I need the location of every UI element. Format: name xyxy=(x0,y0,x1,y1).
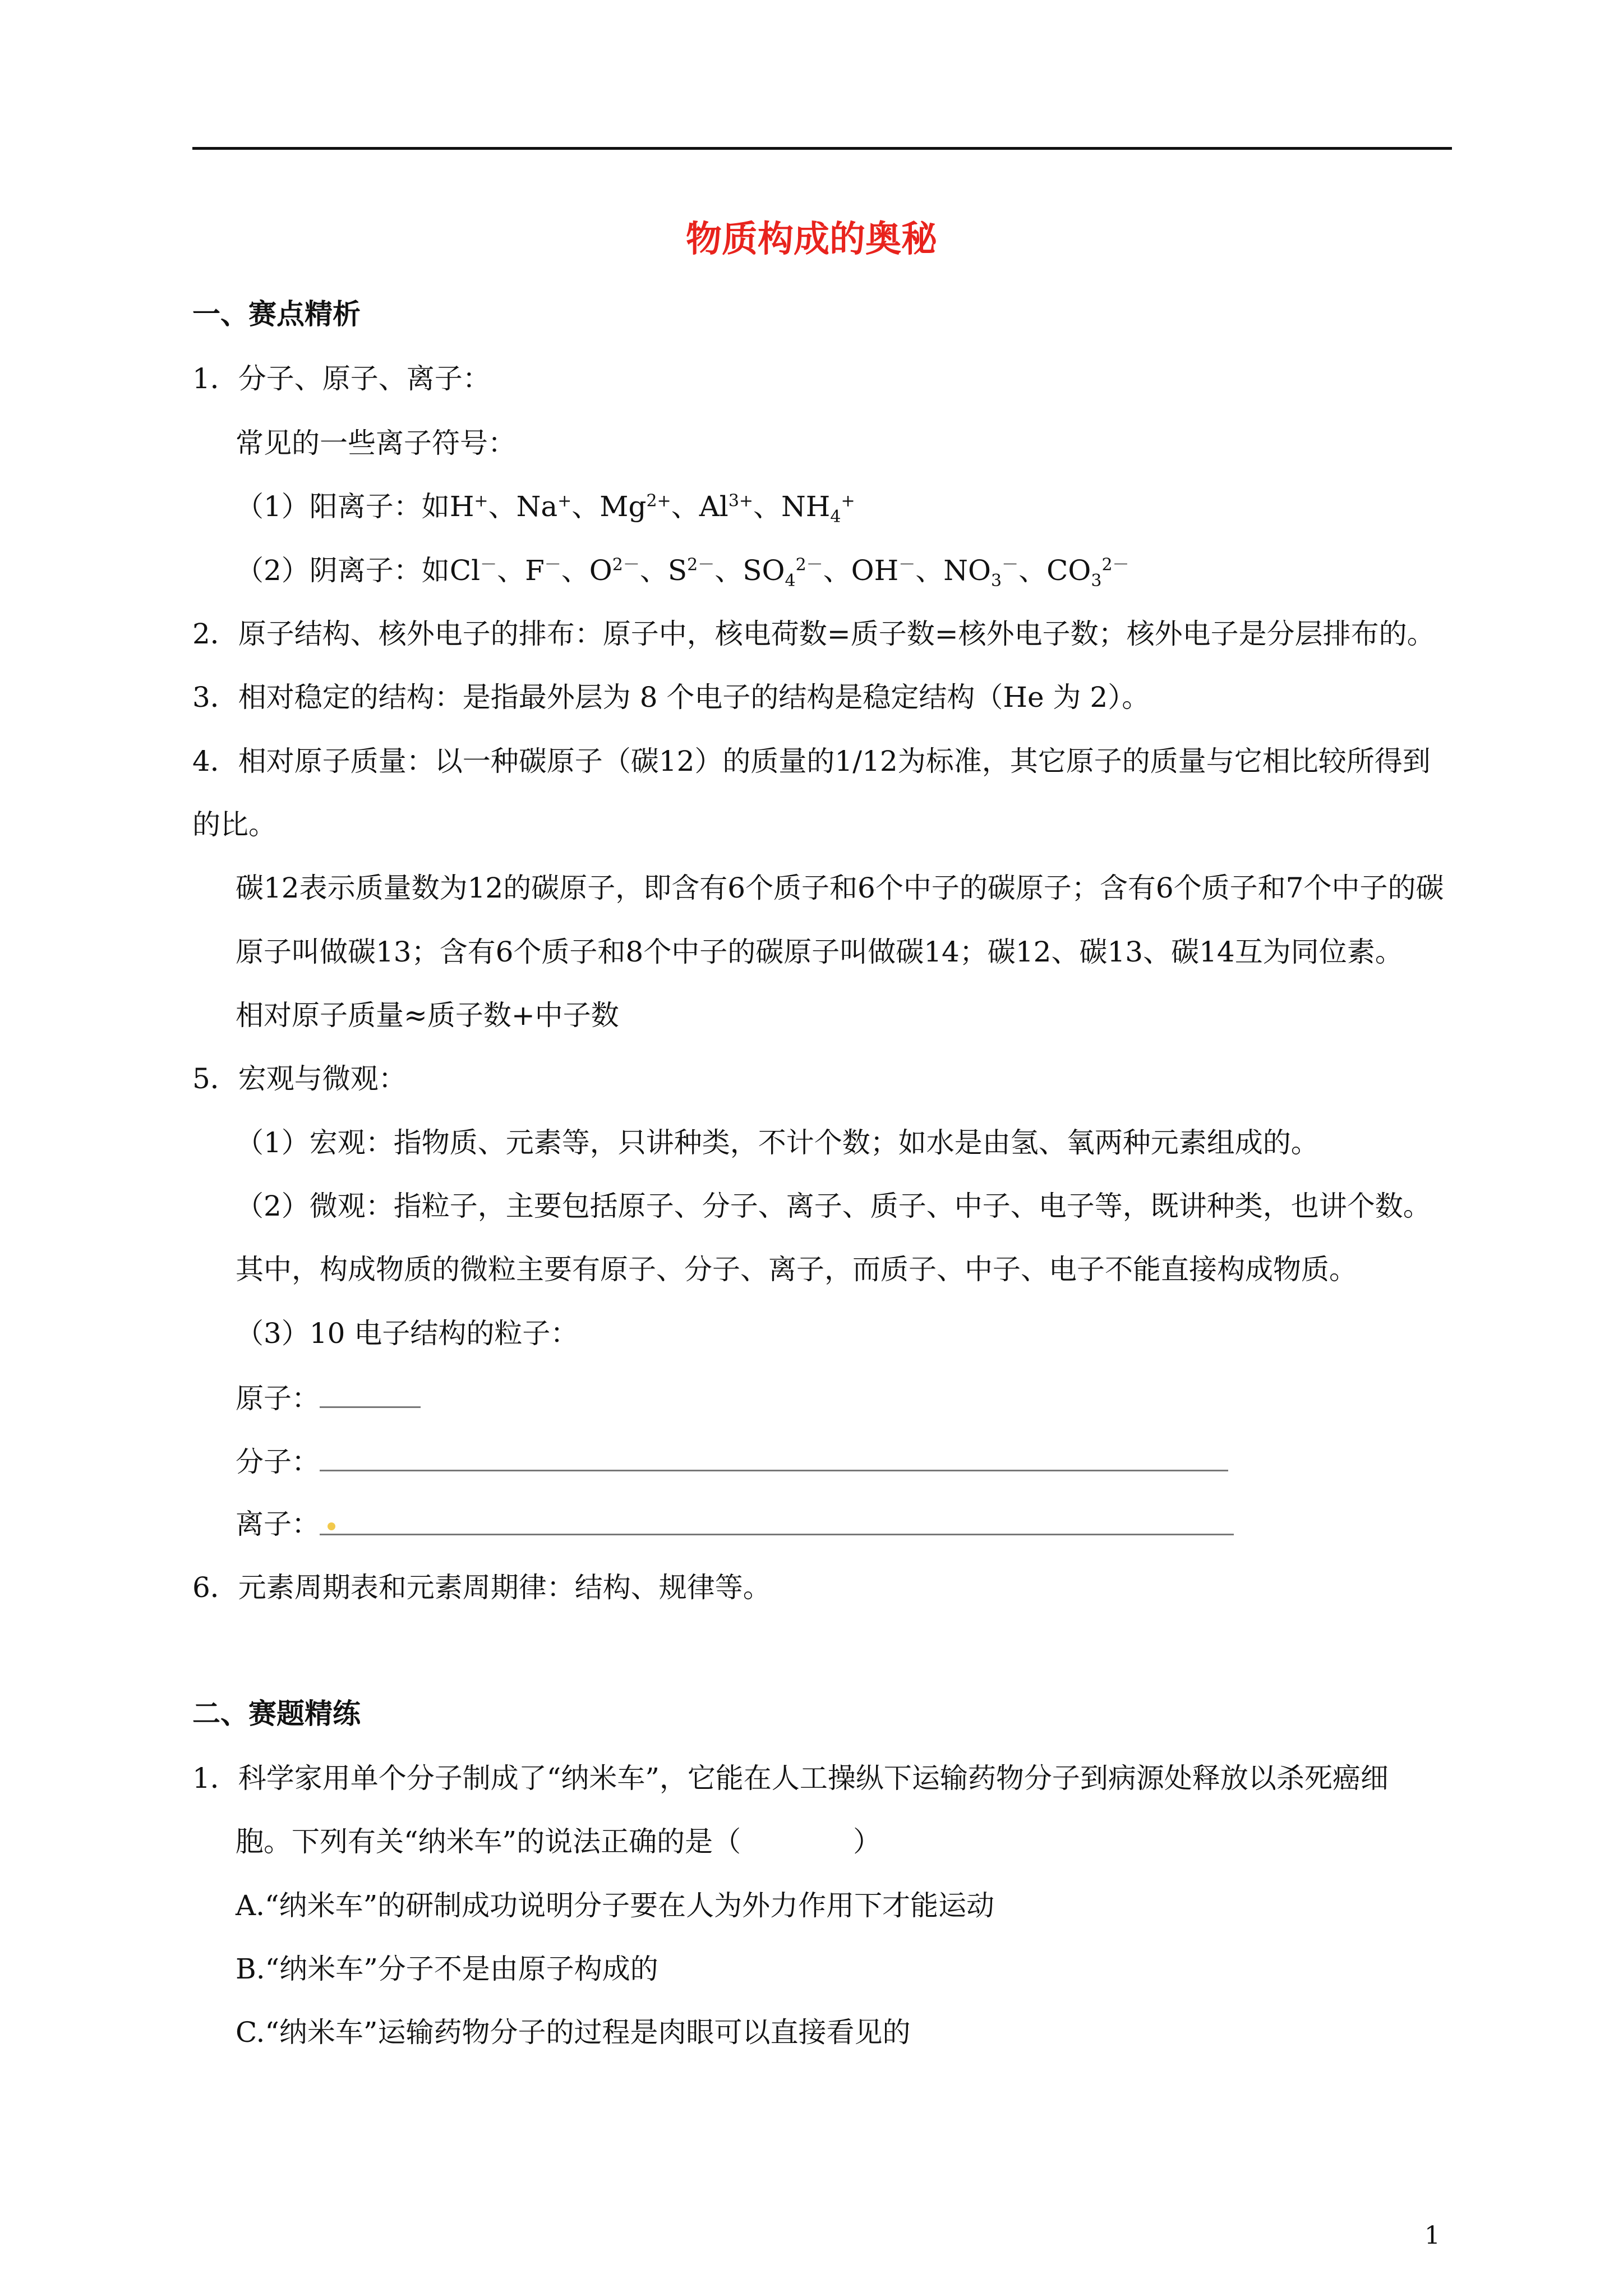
anion-ion-symbol: S xyxy=(667,554,688,587)
anion-ion-symbol: SO xyxy=(743,554,785,587)
ion-separator: 、 xyxy=(1018,554,1047,587)
section-heading-1: 一、赛点精析 xyxy=(192,297,361,330)
ion-separator: 、 xyxy=(497,554,525,587)
cation-ion xyxy=(450,490,488,523)
cation-label: （1）阳离子：如 xyxy=(236,490,450,523)
anion-ion-symbol: NO xyxy=(943,554,992,587)
anion-ion-subscript: 3 xyxy=(1091,571,1102,591)
atom-fill-line xyxy=(236,1377,421,1418)
atom-label: 原子： xyxy=(236,1382,320,1415)
cation-ion xyxy=(781,490,855,527)
cation-list xyxy=(449,490,855,527)
cation-ion-charge: + xyxy=(841,491,855,511)
anion-list xyxy=(449,554,1129,591)
cation-ion-subscript: 4 xyxy=(830,507,841,527)
point-2: 2．原子结构、核外电子的排布：原子中，核电荷数=质子数=核外电子数；核外电子是分层排布的。 xyxy=(192,618,1435,650)
ion-separator: 、 xyxy=(714,554,743,587)
anion-ion-charge: 2－ xyxy=(795,555,823,575)
anion-ion-charge: － xyxy=(1002,555,1019,575)
ion-separator: 、 xyxy=(571,490,600,523)
point-4-line-1: 4．相对原子质量：以一种碳原子（碳12）的质量的1/12为标准，其它原子的质量与它相比较所得到 xyxy=(192,745,1431,777)
point-4-line-3: 碳12表示质量数为12的碳原子，即含有6个质子和6个中子的碳原子；含有6个质子和7个中子的碳 xyxy=(236,872,1444,904)
point-5-macro: （1）宏观：指物质、元素等，只讲种类，不计个数；如水是由氢、氧两种元素组成的。 xyxy=(236,1126,1319,1159)
cation-ion xyxy=(517,490,572,523)
anion-ion-charge: － xyxy=(544,555,561,575)
cation-ion-charge: + xyxy=(557,491,572,511)
anion-ion-symbol: F xyxy=(525,554,545,587)
question-1-line-2: 胞。下列有关“纳米车”的说法正确的是（ ） xyxy=(236,1825,882,1858)
cation-ion xyxy=(699,490,753,523)
cation-ion-charge: + xyxy=(474,491,488,511)
anion-ion xyxy=(450,554,497,587)
point-5-micro-cont: 其中，构成物质的微粒主要有原子、分子、离子，而质子、中子、电子不能直接构成物质。 xyxy=(236,1253,1357,1286)
ion-answer-blank[interactable] xyxy=(320,1504,1234,1535)
ion-label: 离子： xyxy=(236,1508,320,1540)
point-5-micro: （2）微观：指粒子，主要包括原子、分子、离子、质子、中子、电子等，既讲种类，也讲个数。 xyxy=(236,1190,1431,1222)
point-4-line-4: 原子叫做碳13；含有6个质子和8个中子的碳原子叫做碳14；碳12、碳13、碳14互为同位素。 xyxy=(236,936,1403,968)
molecule-fill-line xyxy=(236,1441,1228,1481)
cation-ion-symbol: Mg xyxy=(600,490,647,523)
section-heading-2: 二、赛题精练 xyxy=(192,1697,361,1730)
anion-ion-subscript: 3 xyxy=(991,571,1002,591)
question-1-line-1: 1．科学家用单个分子制成了“纳米车”，它能在人工操纵下运输药物分子到病源处释放以杀死癌细 xyxy=(192,1762,1389,1795)
cation-ion-symbol: Na xyxy=(516,490,558,523)
anion-ion-charge: 2－ xyxy=(1101,555,1129,575)
anion-ion-charge: － xyxy=(898,555,916,575)
anion-ion xyxy=(743,554,823,591)
anion-label: （2）阴离子：如 xyxy=(236,554,450,587)
anion-line xyxy=(236,551,1129,590)
ion-separator: 、 xyxy=(823,554,851,587)
anion-ion-symbol: Cl xyxy=(449,554,481,587)
molecule-label: 分子： xyxy=(236,1446,320,1478)
cation-ion-symbol: Al xyxy=(699,490,728,523)
option-a[interactable]: A.“纳米车”的研制成功说明分子要在人为外力作用下才能运动 xyxy=(236,1889,995,1922)
cation-ion-charge: 2+ xyxy=(646,491,671,511)
ion-separator: 、 xyxy=(671,490,699,523)
ion-fill-line xyxy=(236,1504,1234,1544)
anion-ion-charge: 2－ xyxy=(687,555,715,575)
point-5: 5．宏观与微观： xyxy=(192,1062,407,1095)
cation-ion xyxy=(600,490,671,523)
cation-ion-charge: 3+ xyxy=(728,491,754,511)
cation-line xyxy=(236,487,855,526)
anion-ion-charge: 2－ xyxy=(612,555,640,575)
point-4-line-2: 的比。 xyxy=(192,808,276,841)
ion-separator: 、 xyxy=(488,490,517,523)
cation-ion-symbol: H xyxy=(449,490,474,523)
anion-ion-symbol: CO xyxy=(1046,554,1091,587)
anion-ion-symbol: OH xyxy=(851,554,899,587)
ion-separator: 、 xyxy=(753,490,782,523)
anion-ion-subscript: 4 xyxy=(785,571,796,591)
anion-ion-symbol: O xyxy=(589,554,612,587)
ion-separator: 、 xyxy=(639,554,668,587)
anion-ion-charge: － xyxy=(480,555,497,575)
header-rule xyxy=(192,147,1452,150)
point-3: 3．相对稳定的结构：是指最外层为 8 个电子的结构是稳定结构（He 为 2）。 xyxy=(192,681,1150,714)
anion-ion xyxy=(1046,554,1129,591)
anion-ion xyxy=(525,554,561,587)
anion-ion xyxy=(589,554,640,587)
ion-separator: 、 xyxy=(915,554,944,587)
anion-ion xyxy=(851,554,916,587)
page-number: 1 xyxy=(1424,2221,1440,2250)
anion-ion xyxy=(943,554,1019,591)
option-c[interactable]: C.“纳米车”运输药物分子的过程是肉眼可以直接看见的 xyxy=(236,2016,911,2049)
atom-answer-blank[interactable] xyxy=(320,1377,421,1408)
option-b[interactable]: B.“纳米车”分子不是由原子构成的 xyxy=(236,1953,658,1985)
page-title: 物质构成的奥秘 xyxy=(686,218,937,260)
point-4-formula: 相对原子质量≈质子数+中子数 xyxy=(236,999,619,1032)
point-1: 1．分子、原子、离子： xyxy=(192,362,491,395)
cation-ion-symbol: NH xyxy=(781,490,831,523)
point-5-ten-electron: （3）10 电子结构的粒子： xyxy=(236,1317,579,1350)
ion-separator: 、 xyxy=(561,554,589,587)
stray-mark xyxy=(328,1522,335,1530)
point-6: 6．元素周期表和元素周期律：结构、规律等。 xyxy=(192,1571,771,1604)
point-1-intro: 常见的一些离子符号： xyxy=(236,427,516,459)
anion-ion xyxy=(668,554,714,587)
molecule-answer-blank[interactable] xyxy=(320,1441,1228,1471)
